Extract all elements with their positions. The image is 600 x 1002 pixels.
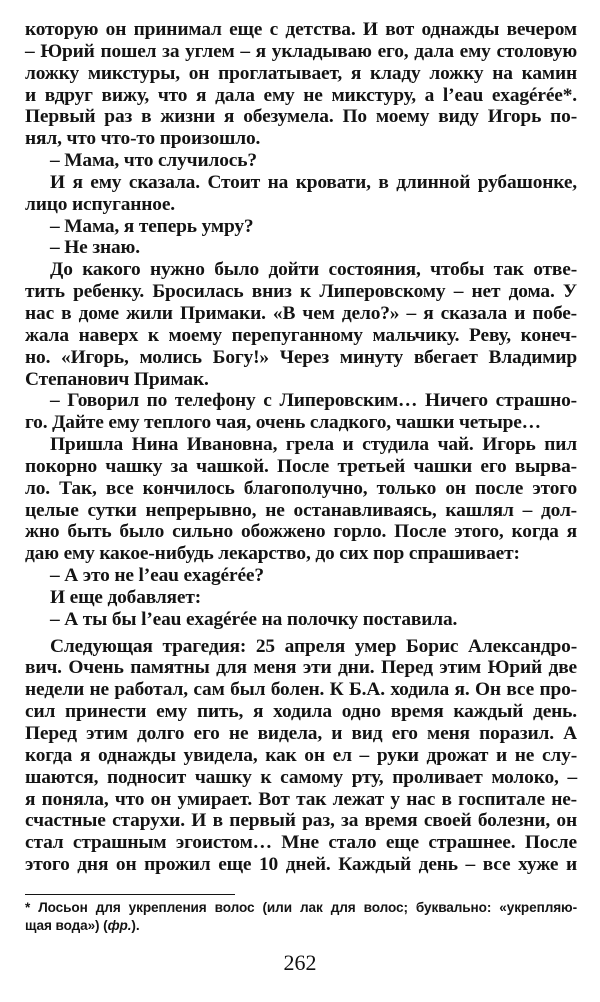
text-line: ло. Так, все кончилось благополучно, только он после этого — [25, 477, 577, 499]
dialogue-line: – Говорил по телефону с Липеровским… Ничего страшно- — [50, 390, 577, 412]
text-line: лицо испуганное. — [25, 193, 176, 215]
text-line: Перед этим долго его не видела, и вид его меня поразил. А — [25, 723, 577, 744]
dialogue-line: – Мама, я теперь умру? — [50, 215, 254, 237]
text-line: ложку микстуры, он проглатывает, я кладу ложку на камин — [25, 62, 577, 84]
text-line: когда я однажды увидела, как он ел – руки дрожат и не слу- — [25, 744, 577, 766]
text-line: но. «Игорь, молись Богу!» Через минуту вбегает Владимир — [25, 346, 577, 368]
text-line: я поняла, что он умирает. Вот так лежат у нас в госпитале не- — [25, 788, 577, 810]
text-line: целые сутки непрерывно, не останавливаясь, кашлял – дол- — [25, 499, 577, 521]
text-line: Следующая трагедия: 25 апреля умер Борис Александро- — [50, 635, 577, 657]
text-line: жала наверх к моему перепуганному мальчику. Реву, конеч- — [25, 324, 577, 346]
text-line: До какого нужно было дойти состояния, чтобы так отве- — [50, 259, 577, 281]
text-line: Пришла Нина Ивановна, грела и студила чай. Игорь пил — [50, 434, 577, 456]
text-line: даю ему какое-нибудь лекарство, до сих пор спрашивает: — [25, 543, 520, 565]
dialogue-line: – А это не l’eau exagérée? — [50, 565, 264, 587]
footnote-divider — [25, 894, 235, 895]
footnote-text: щая вода») ( — [25, 918, 108, 933]
footnote-language-abbrev: фр. — [107, 918, 132, 933]
text-line: и вдруг вижу, что я дала ему не микстуру, а l’eau exagérée*. — [25, 84, 577, 106]
text-line: недели не работал, сам был болен. К Б.А. ходила я. Он все про- — [25, 679, 577, 701]
footnote-line — [25, 917, 577, 935]
text-line: нас в доме жили Примаки. «В чем дело?» – я сказала и побе- — [25, 302, 577, 324]
text-line: покорно чашку за чашкой. После третьей чашки его вырва- — [25, 455, 577, 477]
footnote-text-end: ). — [131, 918, 140, 933]
text-line: жно быть было сильно обожжено горло. После этого, когда я — [25, 521, 577, 543]
text-line: И еще добавляет: — [50, 586, 202, 608]
text-line: сил принести ему пить, я ходила одно время каждый день. — [25, 701, 577, 723]
dialogue-line: – Мама, что случилось? — [50, 150, 257, 172]
text-line: И я ему сказала. Стоит на кровати, в длинной рубашонке, — [50, 171, 577, 193]
dialogue-line: – А ты бы l’eau exagérée на полочку поставила. — [50, 608, 458, 630]
footnote — [25, 899, 577, 935]
text-line: нял, что что-то произошло. — [25, 128, 261, 150]
text-line: которую он принимал еще с детства. И вот однажды вечером — [25, 19, 577, 40]
text-line: – Юрий пошел за углем – я укладываю его, дала ему столовую — [25, 40, 577, 62]
footnote-line: * Лосьон для укрепления волос (или лак для волос; буквально: «укрепляю- — [25, 900, 577, 915]
text-line: стал страшным эгоистом… Мне стало еще страшнее. После — [25, 832, 577, 854]
text-line: этого дня он прожил еще 10 дней. Каждый день – все хуже и — [25, 854, 577, 876]
text-line: счастные старухи. И в первый раз, за время своей болезни, он — [25, 810, 577, 832]
text-line: Первый раз в жизни я обезумела. По моему виду Игорь по- — [25, 106, 577, 128]
text-line: шаются, подносит чашку к самому рту, проливает молоко, – — [25, 766, 577, 788]
dialogue-line: – Не знаю. — [50, 237, 140, 259]
text-line: го. Дайте ему теплого чая, очень сладкого, чашки четыре… — [25, 412, 541, 434]
text-line: тить ребенку. Бросилась вниз к Липеровскому – нет дома. У — [25, 281, 577, 303]
page-body — [25, 19, 577, 876]
page-number: 262 — [283, 950, 317, 975]
text-line: Степанович Примак. — [25, 368, 209, 390]
text-line: вич. Очень памятны для меня эти дни. Перед этим Юрий две — [25, 657, 577, 679]
